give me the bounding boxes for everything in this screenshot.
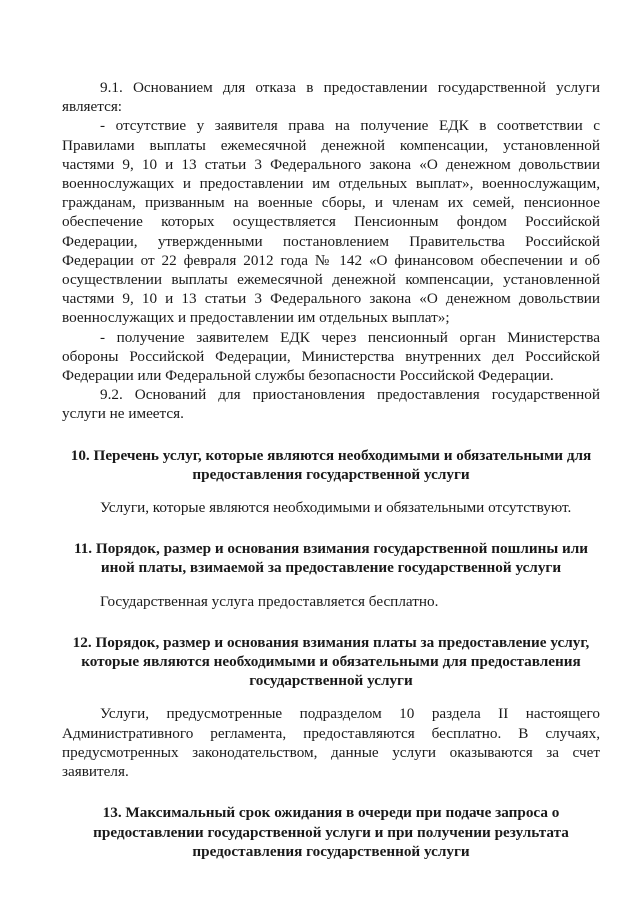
paragraph-9-1-intro: 9.1. Основанием для отказа в предоставлении государственной услуги является: [62, 79, 600, 116]
paragraph-9-1-item-2: - получение заявителем ЕДК через пенсионный орган Министерства обороны Российской Федерации, Министерства внутренних дел Российской Федерации или Федеральной службы безопасности Российской Федерации. [62, 328, 600, 385]
section-9 [62, 78, 600, 424]
section-12-heading: 12. Порядок, размер и основания взимания платы за предоставление услуг, которые являются необходимыми и обязательными для предоставления государственной услуги [72, 633, 590, 690]
section-12-body: Услуги, предусмотренные подразделом 10 раздела II настоящего Административного регламента, предоставляются бесплатно. В случаях, предусмотренных законодательством, данные услуги оказываются за счет заявителя. [62, 705, 600, 781]
section-10-body: Услуги, которые являются необходимыми и обязательными отсутствуют. [100, 499, 572, 517]
section-10-heading: 10. Перечень услуг, которые являются необходимыми и обязательными для предоставления государственной услуги [70, 446, 592, 483]
section-11-body: Государственная услуга предоставляется бесплатно. [100, 592, 439, 610]
section-13-heading: 13. Максимальный срок ожидания в очереди при подаче запроса о предоставлении государственной услуги и при получении результата предоставления государственной услуги [93, 804, 569, 860]
section-11-heading: 11. Порядок, размер и основания взимания государственной пошлины или иной платы, взимаемой за предоставление государственной услуги [73, 540, 589, 577]
paragraph-9-1-item-1: - отсутствие у заявителя права на получение ЕДК в соответствии с Правилами выплаты ежемесячной денежной компенсации, установленной частями 9, 10 и 13 статьи 3 Федерального закона «О денежном довольствии военнослужащих и предоставлении им отдельных выплат», военнослужащим, гражданам, призванным на военные сборы, и членам их семей, пенсионное обеспечение которых осуществляется Пенсионным фондом Российской Федерации, утвержденными постановлением Правительства Российской Федерации от 22 февраля 2012 года № 142 «О финансовом обеспечении и об осуществлении выплаты ежемесячной денежной компенсации, установленной частями 9, 10 и 13 статьи 3 Федерального закона «О денежном довольствии военнослужащих и предоставлении им отдельных выплат»; [62, 117, 600, 327]
document-page [62, 78, 600, 861]
paragraph-9-2: 9.2. Оснований для приостановления предоставления государственной услуги не имеется. [62, 386, 600, 423]
